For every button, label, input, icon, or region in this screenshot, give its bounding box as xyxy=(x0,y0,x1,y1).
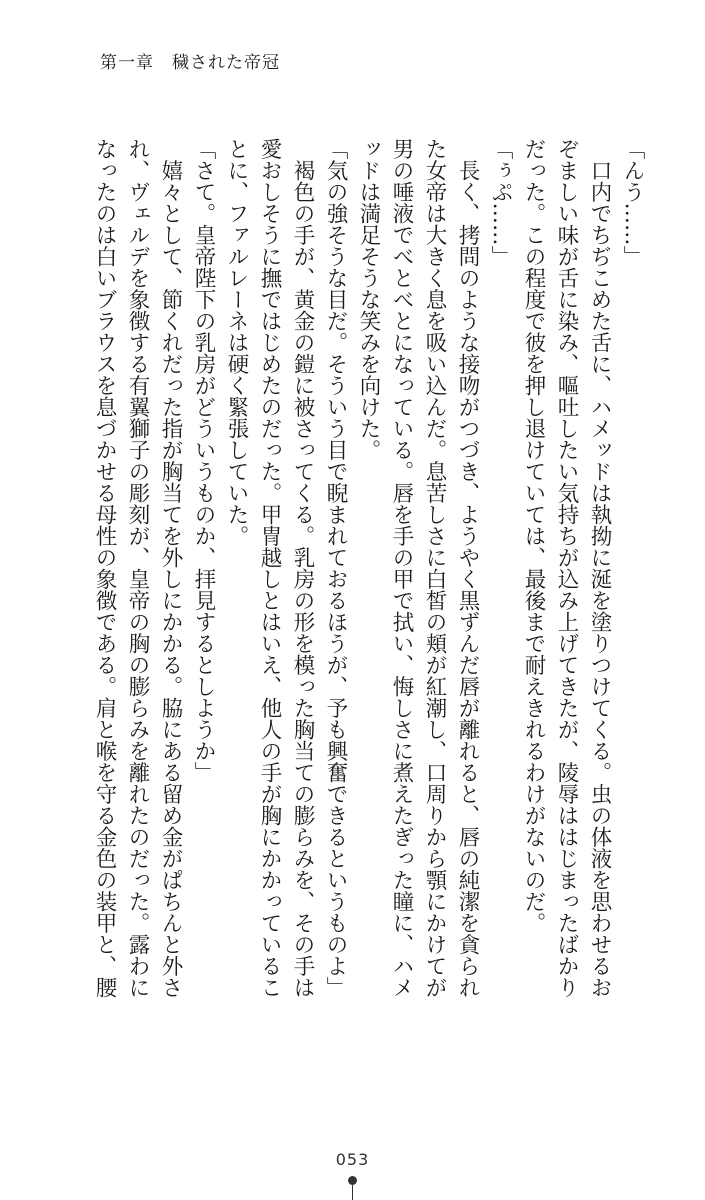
text-line: 褐色の手が、黄金の鎧に被さってくる。乳房の形を模った胸当ての膨らみを、その手は xyxy=(290,138,315,998)
page-number: 053 xyxy=(335,1150,370,1169)
folio-dot-ornament xyxy=(348,1176,357,1185)
text-line: 愛おしそうに撫ではじめたのだった。甲冑越しとはいえ、他人の手が胸にかかっているこ xyxy=(257,138,282,998)
text-line: 長く、拷問のような接吻がつづき、ようやく黒ずんだ唇が離れると、唇の純潔を貪られ xyxy=(455,138,480,998)
text-line: だった。この程度で彼を押し退けていては、最後まで耐えきれるわけがないのだ。 xyxy=(521,138,546,934)
text-line: ぞましい味が舌に染み、嘔吐したい気持ちが込み上げてきたが、陵辱ははじまったばかり xyxy=(554,138,579,998)
text-line: 男の唾液でべとべとになっている。唇を手の甲で拭い、悔しさに煮えたぎった瞳に、ハメ xyxy=(389,138,414,998)
text-line: なったのは白いブラウスを息づかせる母性の象徴である。肩と喉を守る金色の装甲と、腰 xyxy=(92,138,117,998)
text-line: た女帝は大きく息を吸い込んだ。息苦しさに白皙の頬が紅潮し、口周りから顎にかけてが xyxy=(422,138,447,998)
text-line: 「さて。皇帝陛下の乳房がどういうものか、拝見するとしようか」 xyxy=(191,138,216,783)
text-line: 「ぅぷ……」 xyxy=(488,138,513,267)
body-text xyxy=(88,138,649,1008)
text-line: ッドは満足そうな笑みを向けた。 xyxy=(356,138,381,461)
text-line: れ、ヴェルデを象徴する有翼獅子の彫刻が、皇帝の胸の膨らみを離れたのだった。露わに xyxy=(125,138,150,998)
running-header: 第一章 穢された帝冠 xyxy=(100,53,280,73)
text-line: 「んう……」 xyxy=(620,138,645,267)
text-line: 嬉々として、節くれだった指が胸当てを外しにかかる。脇にある留め金がぱちんと外さ xyxy=(158,138,183,998)
text-line: とに、ファルレーネは硬く緊張していた。 xyxy=(224,138,249,547)
text-line: 「気の強そうな目だ。そういう目で睨まれておるほうが、予も興奮できるというものよ」 xyxy=(323,138,348,998)
folio-line-ornament xyxy=(352,1185,353,1200)
text-line: 口内でちぢこめた舌に、ハメッドは執拗に涎を塗りつけてくる。虫の体液を思わせるお xyxy=(587,138,612,998)
